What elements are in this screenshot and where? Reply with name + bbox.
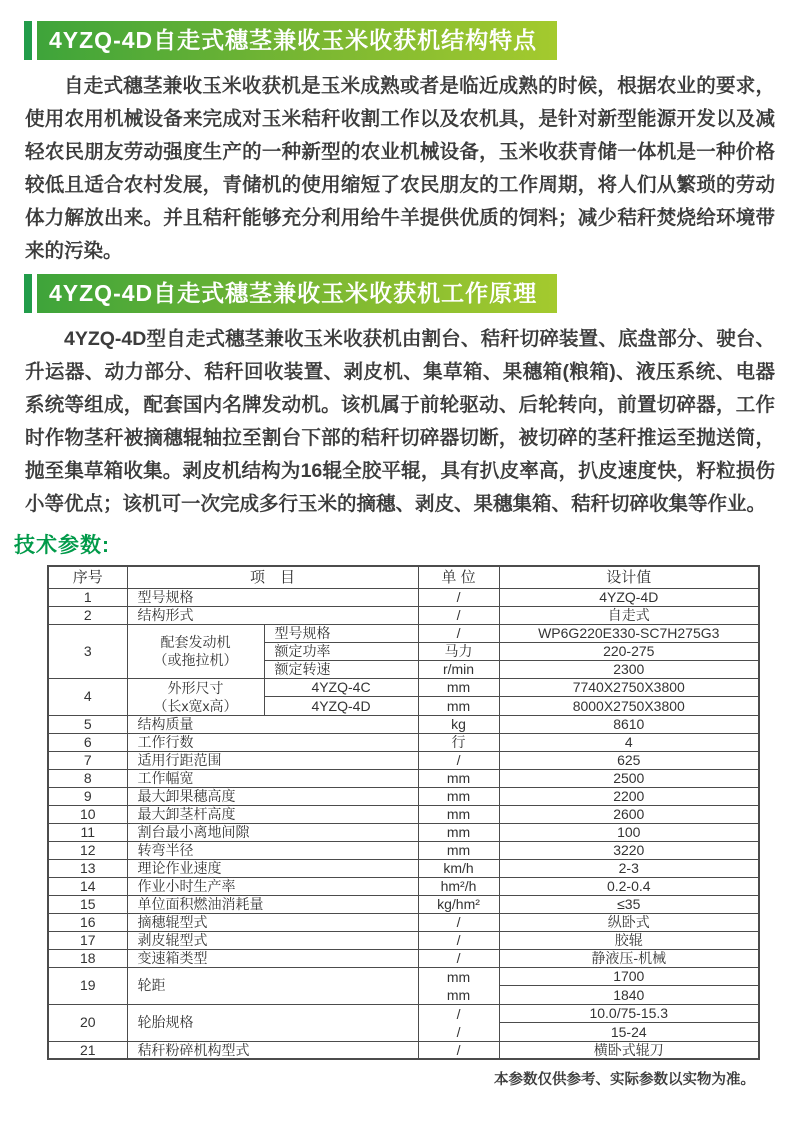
cell-item: 摘穗辊型式 [127,913,418,931]
cell-value: 2-3 [499,859,759,877]
cell-value: 220-275 [499,642,759,660]
table-row [48,624,759,642]
cell-no: 21 [48,1041,127,1059]
cell-unit: km/h [418,859,499,877]
cell-unit: mm [418,769,499,787]
group-label-line2: （长x宽x高） [153,697,238,714]
cell-value: 4YZQ-4D [499,588,759,606]
cell-item: 型号规格 [127,588,418,606]
cell-no: 17 [48,931,127,949]
cell-no: 4 [48,678,127,715]
spec-table [47,565,760,1060]
cell-no: 19 [48,967,127,1004]
cell-no: 7 [48,751,127,769]
cell-value: 100 [499,823,759,841]
cell-value: 胶辊 [499,931,759,949]
cell-value: 横卧式辊刀 [499,1041,759,1059]
table-row [48,787,759,805]
cell-no: 13 [48,859,127,877]
cell-value: WP6G220E330-SC7H275G3 [499,624,759,642]
section1-header [24,21,800,60]
cell-no: 20 [48,1004,127,1041]
cell-value: 2600 [499,805,759,823]
cell-item: 最大卸果穗高度 [127,787,418,805]
table-row [48,859,759,877]
cell-item-group [127,678,264,715]
disclaimer-note: 本参数仅供参考、实际参数以实物为准。 [494,1072,755,1088]
table-header-row [48,566,759,588]
cell-no: 11 [48,823,127,841]
cell-value: 8000X2750X3800 [499,697,759,716]
table-row [48,805,759,823]
cell-no: 14 [48,877,127,895]
table-row [48,678,759,697]
table-row [48,715,759,733]
cell-no: 12 [48,841,127,859]
cell-unit: mm [418,805,499,823]
cell-no: 18 [48,949,127,967]
unit-line1: mm [446,968,471,985]
cell-unit: mm [418,697,499,716]
header-unit: 单 位 [418,566,499,588]
table-row [48,895,759,913]
section2-header [24,274,800,313]
cell-no: 5 [48,715,127,733]
table-row [48,751,759,769]
table-row [48,823,759,841]
document-page [0,21,800,1125]
section1-paragraph: 自走式穗茎兼收玉米收获机是玉米成熟或者是临近成熟的时候，根据农业的要求，使用农用机械设备来完成对玉米秸秆收割工作以及农机具，是针对新型能源开发以及减轻农民朋友劳动强度生产的一种新型的农业机械设备，玉米收获青储一体机是一种价格较低且适合农村发展，青储机的使用缩短了农民朋友的工作周期，将人们从繁琐的劳动体力解放出来。并且秸秆能够充分利用给牛羊提供优质的饲料；减少秸秆焚烧给环境带来的污染。 [25,75,775,262]
table-row [48,769,759,787]
cell-no: 8 [48,769,127,787]
cell-value: 纵卧式 [499,913,759,931]
table-row [48,588,759,606]
cell-value: 2200 [499,787,759,805]
cell-value: 1700 [499,967,759,986]
cell-subitem: 额定转速 [264,660,418,678]
section1-title: 4YZQ-4D自走式穗茎兼收玉米收获机结构特点 [37,21,557,60]
cell-value: 8610 [499,715,759,733]
cell-no: 15 [48,895,127,913]
cell-unit: kg/hm² [418,895,499,913]
cell-item: 剥皮辊型式 [127,931,418,949]
cell-unit: / [418,949,499,967]
table-row [48,931,759,949]
cell-unit: mm [418,823,499,841]
table-row [48,949,759,967]
cell-item: 最大卸茎杆高度 [127,805,418,823]
cell-item: 结构形式 [127,606,418,624]
section2-title: 4YZQ-4D自走式穗茎兼收玉米收获机工作原理 [37,274,557,313]
cell-unit: hm²/h [418,877,499,895]
cell-unit: mm [418,841,499,859]
cell-subitem: 4YZQ-4D [264,697,418,716]
cell-subitem: 额定功率 [264,642,418,660]
header-item: 项 目 [127,566,418,588]
cell-item: 秸秆粉碎机构型式 [127,1041,418,1059]
cell-no: 3 [48,624,127,678]
header-no: 序号 [48,566,127,588]
accent-bar [24,21,32,60]
cell-subitem: 4YZQ-4C [264,678,418,697]
group-label-line1: 外形尺寸 [167,679,224,696]
section2-paragraph: 4YZQ-4D型自走式穗茎兼收玉米收获机由割台、秸秆切碎装置、底盘部分、驶台、升运器、动力部分、秸秆回收装置、剥皮机、集草箱、果穗箱(粮箱)、液压系统、电器系统等组成，配套国内名牌发动机。该机属于前轮驱动、后轮转向，前置切碎器，工作时作物茎秆被摘穗辊轴拉至割台下部的秸秆切碎器切断，被切碎的茎秆推运至抛送筒，抛至集草箱收集。剥皮机结构为16辊全胶平辊，具有扒皮率高，扒皮速度快，籽粒损伤小等优点；该机可一次完成多行玉米的摘穗、剥皮、果穗集箱、秸秆切碎收集等作业。 [25,328,775,515]
cell-unit: 马力 [418,642,499,660]
cell-no: 2 [48,606,127,624]
unit-line1: / [456,1005,461,1022]
table-row [48,1004,759,1023]
cell-unit: / [418,1041,499,1059]
cell-value: 4 [499,733,759,751]
cell-value: 625 [499,751,759,769]
cell-value: 自走式 [499,606,759,624]
tech-params-label: 技术参数: [14,534,110,557]
cell-item: 转弯半径 [127,841,418,859]
header-value: 设计值 [499,566,759,588]
cell-no: 1 [48,588,127,606]
cell-value: 2300 [499,660,759,678]
cell-unit: / [418,606,499,624]
cell-item: 割台最小离地间隙 [127,823,418,841]
cell-value: 2500 [499,769,759,787]
cell-unit: mm [418,787,499,805]
group-label-line1: 配套发动机 [160,634,231,650]
cell-item: 轮胎规格 [127,1004,418,1041]
unit-line2: mm [446,986,471,1003]
cell-no: 16 [48,913,127,931]
table-row [48,877,759,895]
cell-value: ≤35 [499,895,759,913]
cell-item: 工作幅宽 [127,769,418,787]
cell-item: 作业小时生产率 [127,877,418,895]
table-row [48,1041,759,1059]
table-row [48,606,759,624]
table-row [48,967,759,986]
cell-subitem: 型号规格 [264,624,418,642]
unit-line2: / [456,1023,461,1040]
cell-item: 适用行距范围 [127,751,418,769]
cell-no: 9 [48,787,127,805]
cell-item: 理论作业速度 [127,859,418,877]
cell-unit: / [418,931,499,949]
cell-unit: mm [418,678,499,697]
cell-item-group [127,624,264,678]
cell-unit: r/min [418,660,499,678]
cell-value: 15-24 [499,1023,759,1042]
table-row [48,733,759,751]
cell-value: 3220 [499,841,759,859]
table-row [48,913,759,931]
table-row [48,841,759,859]
cell-item: 结构质量 [127,715,418,733]
cell-unit: / [418,913,499,931]
cell-unit: 行 [418,733,499,751]
cell-value: 1840 [499,986,759,1005]
cell-value: 静液压-机械 [499,949,759,967]
cell-unit: / [418,588,499,606]
cell-item: 工作行数 [127,733,418,751]
cell-no: 10 [48,805,127,823]
group-label-line2: （或拖拉机） [153,652,238,668]
cell-unit: kg [418,715,499,733]
cell-item: 轮距 [127,967,418,1004]
cell-unit-stacked [418,967,499,1004]
cell-value: 7740X2750X3800 [499,678,759,697]
cell-unit: / [418,751,499,769]
cell-item: 单位面积燃油消耗量 [127,895,418,913]
cell-item: 变速箱类型 [127,949,418,967]
cell-unit-stacked [418,1004,499,1041]
accent-bar [24,274,32,313]
cell-no: 6 [48,733,127,751]
cell-value: 10.0/75-15.3 [499,1004,759,1023]
cell-unit: / [418,624,499,642]
cell-value: 0.2-0.4 [499,877,759,895]
